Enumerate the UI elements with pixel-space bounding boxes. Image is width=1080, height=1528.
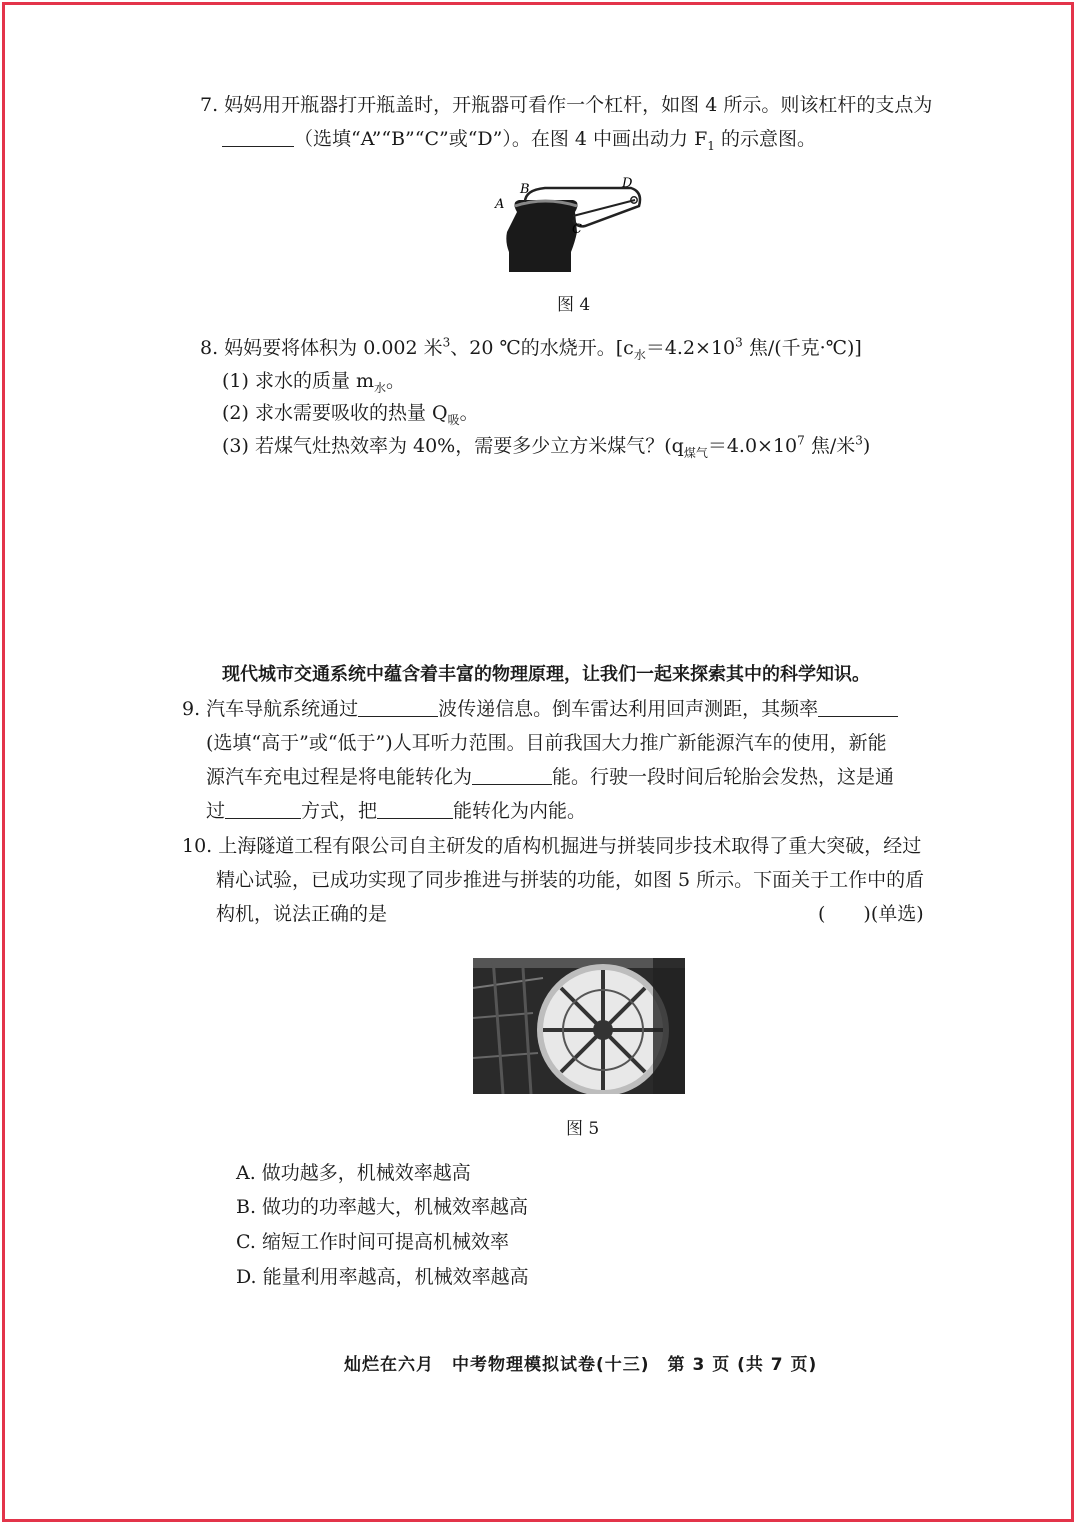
label-b: B	[520, 182, 530, 197]
label-c: C	[572, 222, 582, 237]
figure-4-caption: 图 4	[557, 295, 591, 315]
page-footer: 灿烂在六月 中考物理模拟试卷(十三) 第 3 页 (共 7 页)	[344, 1355, 818, 1375]
q10-line1: 10. 上海隧道工程有限公司自主研发的盾构机掘进与拼装同步技术取得了重大突破，经过	[182, 835, 922, 857]
tunnel-boring-machine-image	[473, 958, 685, 1094]
answer-blank[interactable]	[818, 696, 898, 717]
q7-line1: 7. 妈妈用开瓶器打开瓶盖时，开瓶器可看作一个杠杆，如图 4 所示。则该杠杆的支点为	[200, 94, 933, 116]
q9-line1: 9. 汽车导航系统通过 波传递信息。倒车雷达利用回声测距，其频率	[182, 694, 898, 724]
option-b[interactable]: B. 做功的功率越大，机械效率越高	[236, 1196, 529, 1218]
bottle-neck-shape	[506, 200, 577, 272]
label-d: D	[622, 176, 633, 191]
q8-sub1: (1) 求水的质量 $m_水$。	[222, 370, 406, 395]
q9-line2: (选填“高于”或“低于”)人耳听力范围。目前我国大力推广新能源汽车的使用，新能	[206, 732, 887, 754]
section-intro: 现代城市交通系统中蕴含着丰富的物理原理，让我们一起来探索其中的科学知识。	[222, 664, 870, 685]
answer-blank[interactable]	[377, 798, 453, 819]
q7-line2: （选填“A”“B”“C”或“D”）。在图 4 中画出动力 $F_1$ 的示意图。	[222, 124, 816, 154]
opener-inner-edge	[573, 200, 635, 216]
q8-line1: 8. 妈妈要将体积为 0.002 米$^3$、20 ℃的水烧开。[$c_水=4.2\times 10^3$ 焦/(千克·℃)]	[200, 335, 862, 362]
label-a: A	[495, 197, 505, 212]
answer-blank[interactable]	[225, 798, 301, 819]
q8-sub3: (3) 若煤气灶热效率为 40%，需要多少立方米煤气？($q_{煤气}=4.0\times 10^7$ 焦/米$^3$)	[222, 433, 871, 460]
option-d[interactable]: D. 能量利用率越高，机械效率越高	[236, 1266, 529, 1288]
figure-5-caption: 图 5	[566, 1119, 600, 1139]
q8-sub2: (2) 求水需要吸收的热量 $Q_吸$。	[222, 402, 479, 427]
option-a[interactable]: A. 做功越多，机械效率越高	[236, 1162, 471, 1184]
answer-blank[interactable]	[472, 764, 552, 785]
answer-blank[interactable]	[358, 696, 438, 717]
q9-line3: 源汽车充电过程是将电能转化为 能。行驶一段时间后轮胎会发热，这是通	[206, 766, 895, 788]
q10-line2: 精心试验，已成功实现了同步推进与拼装的功能，如图 5 所示。下面关于工作中的盾	[216, 869, 925, 891]
q9-line4: 过 方式，把 能转化为内能。	[206, 800, 587, 822]
q10-line3: 构机，说法正确的是	[216, 903, 388, 925]
q10-answer-bracket[interactable]: ( )(单选)	[818, 903, 924, 925]
answer-blank[interactable]	[222, 126, 294, 147]
figure-4-bottle-opener	[485, 172, 655, 276]
option-c[interactable]: C. 缩短工作时间可提高机械效率	[236, 1231, 509, 1253]
figure-5-photo	[473, 958, 685, 1094]
